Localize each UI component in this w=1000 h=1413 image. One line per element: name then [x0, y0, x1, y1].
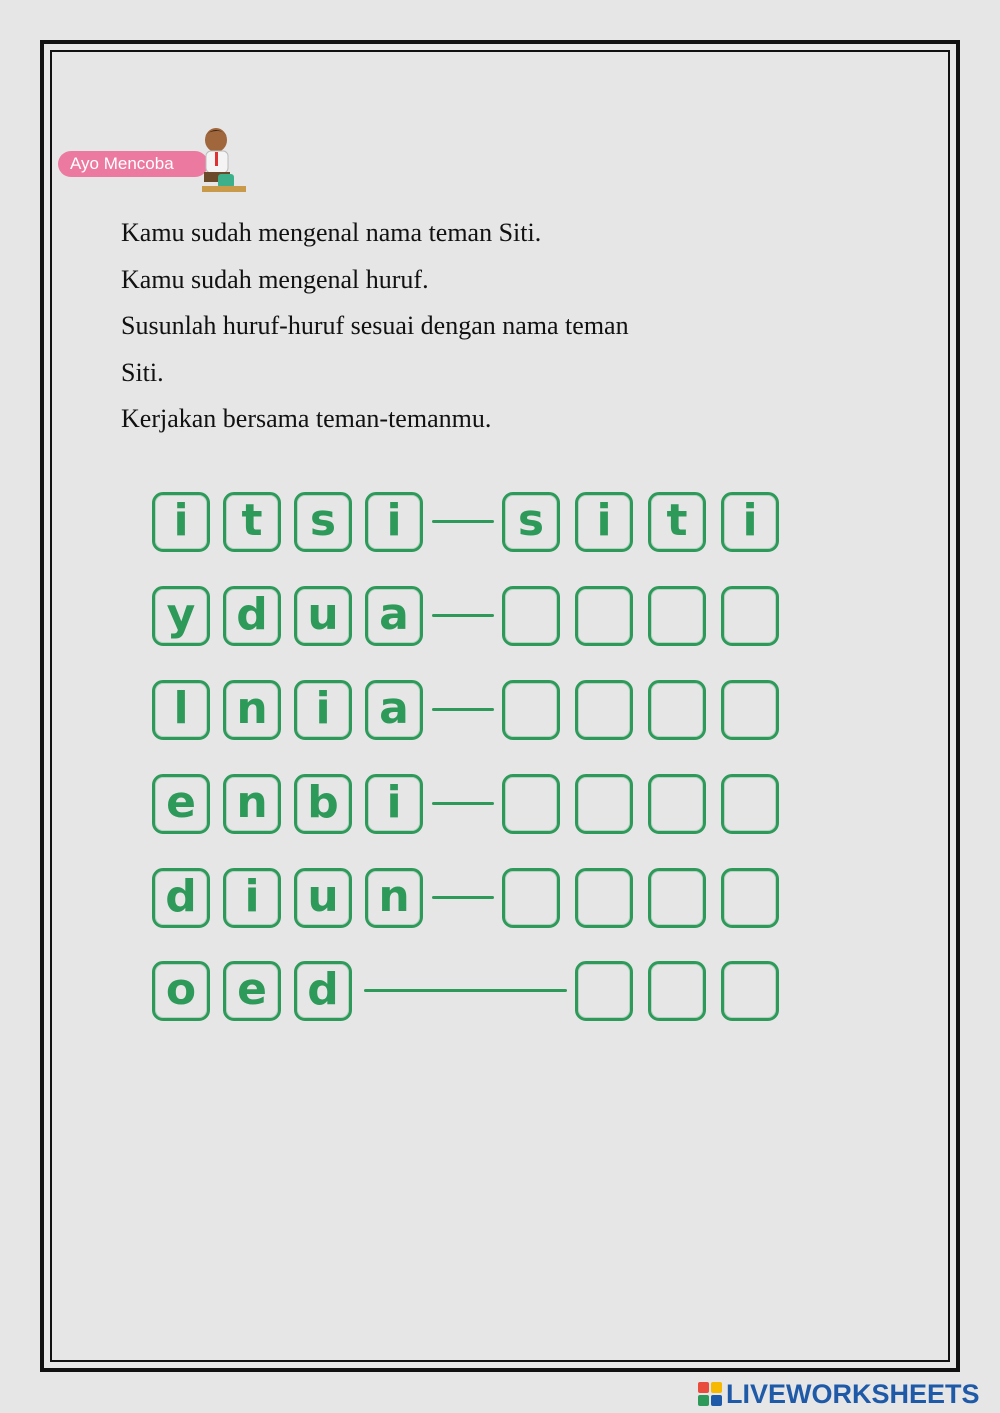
- scrambled-letter-box: b: [294, 774, 352, 834]
- scrambled-letter-box: d: [294, 961, 352, 1021]
- scrambled-letter-box: u: [294, 868, 352, 928]
- arrow-line: [432, 614, 494, 617]
- scrambled-letter-box: n: [223, 774, 281, 834]
- answer-letter-box[interactable]: [575, 961, 633, 1021]
- scrambled-letter-box: a: [365, 680, 423, 740]
- instruction-line: Kamu sudah mengenal nama teman Siti.: [121, 218, 542, 247]
- liveworksheets-icon: [698, 1382, 722, 1406]
- ayo-mencoba-banner: [58, 126, 258, 198]
- scrambled-letter-box: i: [365, 774, 423, 834]
- answer-letter-box[interactable]: [502, 774, 560, 834]
- answer-letter-box[interactable]: [721, 586, 779, 646]
- answer-letter-box[interactable]: [648, 961, 706, 1021]
- answer-letter-box: s: [502, 492, 560, 552]
- instruction-line: Susunlah huruf-huruf sesuai dengan nama teman: [121, 311, 629, 340]
- answer-letter-box[interactable]: [648, 868, 706, 928]
- student-illustration-icon: [198, 126, 258, 198]
- answer-letter-box[interactable]: [721, 961, 779, 1021]
- scrambled-letter-box: d: [152, 868, 210, 928]
- puzzle-row-4: [152, 774, 792, 838]
- puzzle-row-5: [152, 868, 792, 932]
- answer-letter-box: t: [648, 492, 706, 552]
- answer-letter-box[interactable]: [502, 868, 560, 928]
- arrow-line: [432, 896, 494, 899]
- answer-letter-box[interactable]: [648, 586, 706, 646]
- scrambled-letter-box: n: [223, 680, 281, 740]
- brand-text: LIVEWORKSHEETS: [726, 1378, 980, 1409]
- arrow-line: [432, 520, 494, 523]
- puzzle-row-3: [152, 680, 792, 744]
- puzzle-row-1: [152, 492, 792, 556]
- arrow-line: [432, 802, 494, 805]
- instruction-line: Kamu sudah mengenal huruf.: [121, 264, 429, 294]
- scrambled-letter-box: d: [223, 586, 281, 646]
- scrambled-letter-box: t: [223, 492, 281, 552]
- banner-label: Ayo Mencoba: [58, 151, 208, 177]
- scrambled-letter-box: n: [365, 868, 423, 928]
- answer-letter-box[interactable]: [721, 868, 779, 928]
- answer-letter-box: i: [721, 492, 779, 552]
- scrambled-letter-box: e: [223, 961, 281, 1021]
- puzzle-row-6: [152, 961, 792, 1025]
- answer-letter-box[interactable]: [721, 774, 779, 834]
- answer-letter-box[interactable]: [648, 774, 706, 834]
- scrambled-letter-box: i: [365, 492, 423, 552]
- arrow-line: [432, 708, 494, 711]
- instructions: [121, 210, 821, 443]
- answer-letter-box[interactable]: [575, 680, 633, 740]
- answer-letter-box[interactable]: [575, 586, 633, 646]
- answer-letter-box[interactable]: [502, 586, 560, 646]
- puzzle-row-2: [152, 586, 792, 650]
- scrambled-letter-box: s: [294, 492, 352, 552]
- liveworksheets-logo[interactable]: [698, 1378, 980, 1410]
- scrambled-letter-box: i: [152, 492, 210, 552]
- answer-letter-box[interactable]: [648, 680, 706, 740]
- answer-letter-box[interactable]: [575, 774, 633, 834]
- arrow-line: [364, 989, 567, 992]
- scrambled-letter-box: o: [152, 961, 210, 1021]
- answer-letter-box[interactable]: [502, 680, 560, 740]
- instruction-line: Siti.: [121, 357, 164, 387]
- scrambled-letter-box: e: [152, 774, 210, 834]
- instruction-line: Kerjakan bersama teman-temanmu.: [121, 404, 492, 433]
- answer-letter-box[interactable]: [575, 868, 633, 928]
- scrambled-letter-box: u: [294, 586, 352, 646]
- scrambled-letter-box: i: [294, 680, 352, 740]
- scrambled-letter-box: a: [365, 586, 423, 646]
- answer-letter-box: i: [575, 492, 633, 552]
- scrambled-letter-box: l: [152, 680, 210, 740]
- answer-letter-box[interactable]: [721, 680, 779, 740]
- scrambled-letter-box: i: [223, 868, 281, 928]
- scrambled-letter-box: y: [152, 586, 210, 646]
